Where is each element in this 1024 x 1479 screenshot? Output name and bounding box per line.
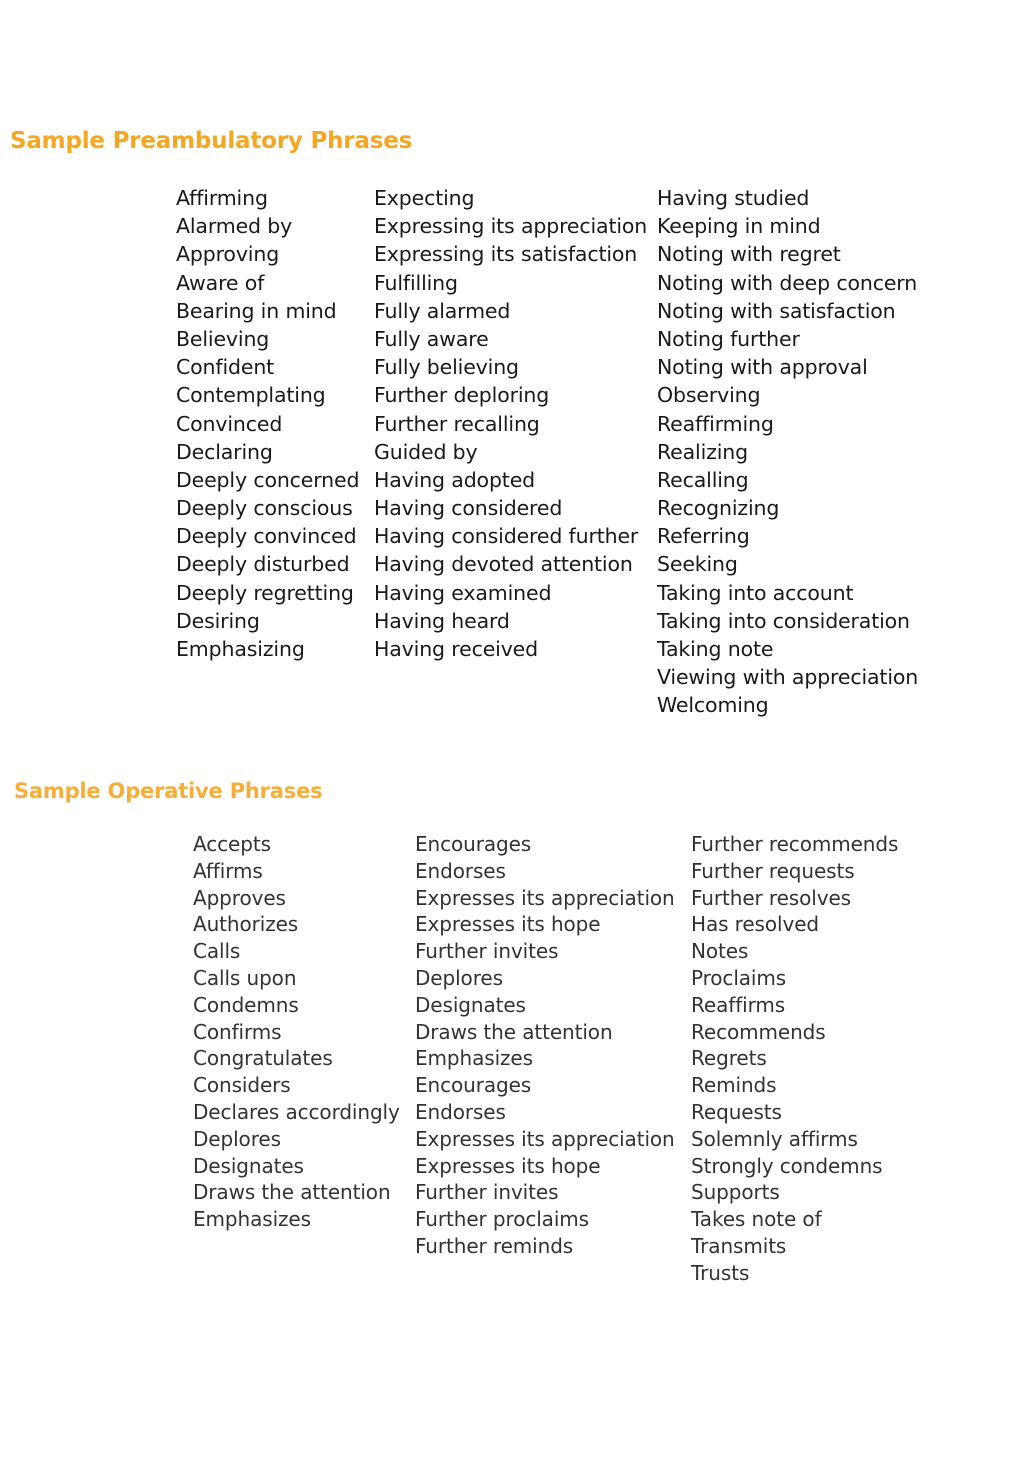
phrase-item: Deeply disturbed bbox=[176, 552, 350, 577]
phrase-item: Welcoming bbox=[657, 693, 769, 718]
phrase-item: Confident bbox=[176, 355, 275, 380]
phrase-item: Takes note of bbox=[691, 1207, 822, 1232]
phrase-item: Seeking bbox=[657, 552, 738, 577]
phrase-item: Endorses bbox=[415, 858, 506, 883]
phrase-item: Strongly condemns bbox=[691, 1153, 883, 1178]
phrase-item: Notes bbox=[691, 939, 749, 964]
phrase-item: Noting further bbox=[657, 326, 800, 351]
phrase-item: Fully aware bbox=[374, 326, 489, 351]
phrase-item: Noting with deep concern bbox=[657, 270, 918, 295]
phrase-item: Regrets bbox=[691, 1046, 767, 1071]
phrase-item: Supports bbox=[691, 1180, 780, 1205]
phrase-item: Trusts bbox=[691, 1260, 750, 1285]
phrase-item: Fulfilling bbox=[374, 270, 458, 295]
phrase-item: Noting with regret bbox=[657, 242, 841, 267]
phrase-item: Emphasizing bbox=[176, 637, 305, 661]
phrase-item: Expressing its appreciation bbox=[374, 214, 648, 239]
phrase-item: Transmits bbox=[691, 1233, 787, 1258]
phrase-item: Calls upon bbox=[193, 965, 297, 990]
operative-column-3 bbox=[691, 831, 898, 1287]
phrase-item: Draws the attention bbox=[193, 1180, 391, 1205]
phrase-item: Convinced bbox=[176, 411, 283, 436]
phrase-item: Further invites bbox=[415, 1180, 559, 1205]
phrase-item: Bearing in mind bbox=[176, 298, 337, 323]
phrase-item: Having adopted bbox=[374, 467, 536, 492]
phrase-item: Deplores bbox=[193, 1126, 281, 1151]
phrase-item: Has resolved bbox=[691, 912, 820, 937]
phrase-item: Alarmed by bbox=[176, 214, 293, 239]
phrase-item: Draws the attention bbox=[415, 1019, 613, 1044]
phrase-item: Further reminds bbox=[415, 1233, 574, 1258]
phrase-item: Having devoted attention bbox=[374, 552, 633, 577]
operative-heading: Sample Operative Phrases bbox=[14, 779, 323, 803]
phrase-item: Further recommends bbox=[691, 832, 899, 856]
phrase-item: Further deploring bbox=[374, 383, 550, 408]
phrase-item: Encourages bbox=[415, 832, 532, 856]
phrase-item: Expecting bbox=[374, 186, 475, 210]
phrase-item: Expresses its hope bbox=[415, 1153, 601, 1178]
phrase-item: Condemns bbox=[193, 992, 299, 1017]
phrase-item: Realizing bbox=[657, 439, 749, 464]
phrase-item: Taking into consideration bbox=[657, 608, 910, 633]
phrase-item: Reaffirming bbox=[657, 411, 774, 436]
phrase-item: Desiring bbox=[176, 608, 260, 633]
phrase-item: Reminds bbox=[691, 1073, 777, 1098]
phrase-item: Considers bbox=[193, 1073, 291, 1098]
phrase-item: Affirms bbox=[193, 858, 263, 883]
phrase-item: Having received bbox=[374, 637, 539, 661]
phrase-item: Further recalling bbox=[374, 411, 540, 436]
phrase-item: Referring bbox=[657, 524, 750, 549]
phrase-item: Designates bbox=[415, 992, 526, 1017]
phrase-item: Recalling bbox=[657, 467, 749, 492]
phrase-item: Deeply concerned bbox=[176, 467, 360, 492]
phrase-item: Deplores bbox=[415, 965, 503, 990]
phrase-item: Solemnly affirms bbox=[691, 1126, 858, 1151]
phrase-item: Approving bbox=[176, 242, 280, 267]
phrase-item: Having studied bbox=[657, 186, 810, 210]
phrase-item: Fully believing bbox=[374, 355, 519, 380]
phrase-item: Taking into account bbox=[657, 580, 854, 605]
phrase-item: Affirming bbox=[176, 186, 268, 210]
preambulatory-heading: Sample Preambulatory Phrases bbox=[10, 128, 413, 154]
phrase-item: Having considered further bbox=[374, 524, 639, 549]
phrase-item: Fully alarmed bbox=[374, 298, 511, 323]
phrase-item: Deeply regretting bbox=[176, 580, 354, 605]
phrase-item: Calls bbox=[193, 939, 241, 964]
phrase-item: Observing bbox=[657, 383, 761, 408]
phrase-item: Endorses bbox=[415, 1099, 506, 1124]
phrase-item: Emphasizes bbox=[193, 1207, 311, 1232]
phrase-item: Encourages bbox=[415, 1073, 532, 1098]
phrase-item: Believing bbox=[176, 326, 270, 351]
phrase-item: Expressing its satisfaction bbox=[374, 242, 638, 267]
phrase-item: Authorizes bbox=[193, 912, 299, 937]
phrase-item: Approves bbox=[193, 885, 286, 910]
phrase-item: Further invites bbox=[415, 939, 559, 964]
phrase-item: Keeping in mind bbox=[657, 214, 821, 239]
phrase-item: Noting with satisfaction bbox=[657, 298, 896, 323]
phrase-item: Recognizing bbox=[657, 496, 780, 521]
phrase-item: Declaring bbox=[176, 439, 273, 464]
preambulatory-column-2 bbox=[374, 184, 647, 663]
phrase-item: Having examined bbox=[374, 580, 552, 605]
phrase-item: Designates bbox=[193, 1153, 304, 1178]
phrase-item: Viewing with appreciation bbox=[657, 665, 919, 690]
phrase-item: Recommends bbox=[691, 1019, 826, 1044]
phrase-item: Expresses its appreciation bbox=[415, 1126, 675, 1151]
phrase-item: Reaffirms bbox=[691, 992, 786, 1017]
phrase-item: Confirms bbox=[193, 1019, 282, 1044]
phrase-item: Congratulates bbox=[193, 1046, 333, 1071]
preambulatory-column-3 bbox=[657, 184, 918, 720]
phrase-item: Having heard bbox=[374, 608, 510, 633]
phrase-item: Noting with approval bbox=[657, 355, 868, 380]
phrase-item: Guided by bbox=[374, 439, 478, 464]
phrase-item: Having considered bbox=[374, 496, 563, 521]
phrase-item: Expresses its appreciation bbox=[415, 885, 675, 910]
phrase-item: Declares accordingly bbox=[193, 1099, 400, 1124]
phrase-item: Further proclaims bbox=[415, 1207, 589, 1232]
phrase-item: Deeply conscious bbox=[176, 496, 353, 521]
phrase-item: Expresses its hope bbox=[415, 912, 601, 937]
operative-column-1 bbox=[193, 831, 400, 1233]
phrase-item: Further resolves bbox=[691, 885, 851, 910]
phrase-item: Requests bbox=[691, 1099, 782, 1124]
phrase-item: Deeply convinced bbox=[176, 524, 357, 549]
phrase-item: Aware of bbox=[176, 270, 265, 295]
phrase-item: Emphasizes bbox=[415, 1046, 533, 1071]
phrase-item: Accepts bbox=[193, 832, 271, 856]
phrase-item: Proclaims bbox=[691, 965, 787, 990]
operative-column-2 bbox=[415, 831, 675, 1260]
phrase-item: Taking note bbox=[657, 637, 774, 661]
preambulatory-column-1 bbox=[176, 184, 359, 663]
phrase-item: Further requests bbox=[691, 858, 855, 883]
phrase-item: Contemplating bbox=[176, 383, 326, 408]
